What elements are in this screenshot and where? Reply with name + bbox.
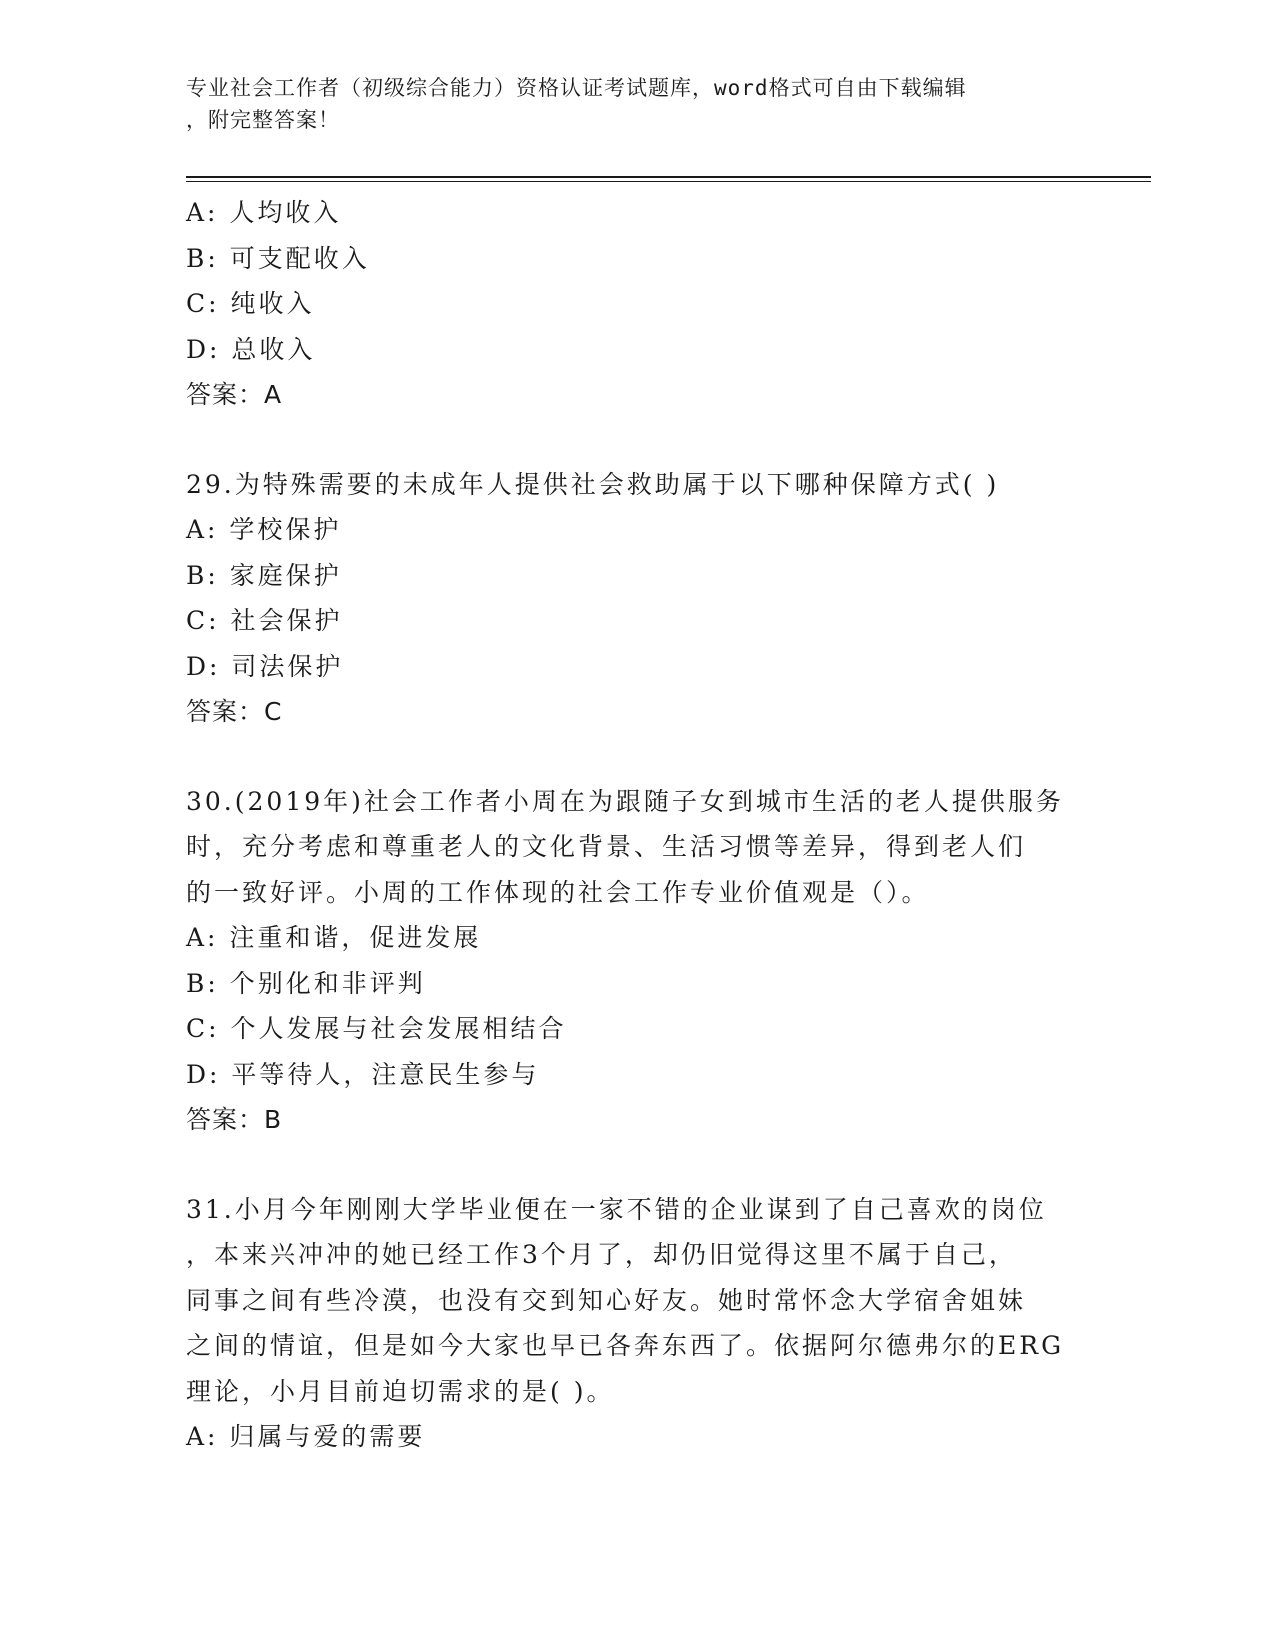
document-header [186,72,1066,136]
option-a: A: 学校保护 [186,515,342,544]
option-c: C: 社会保护 [186,606,343,635]
question-text-line-1: 31.小月今年刚刚大学毕业便在一家不错的企业谋到了自己喜欢的岗位 [186,1194,1047,1224]
question-text-line-4: 之间的情谊，但是如今大家也早已各奔东西了。依据阿尔德弗尔的ERG [186,1331,1065,1360]
question-30 [186,779,1106,1143]
answer-line: 答案：A [186,380,283,409]
question-text: 29.为特殊需要的未成年人提供社会救助属于以下哪种保障方式( ) [186,469,1000,499]
answer-line: 答案：B [186,1105,283,1134]
question-text-line-3: 的一致好评。小周的工作体现的社会工作专业价值观是（）。 [186,877,930,907]
question-31 [186,1187,1106,1460]
option-b: B: 家庭保护 [186,560,342,590]
question-text-line-3: 同事之间有些冷漠，也没有交到知心好友。她时常怀念大学宿舍姐妹 [186,1285,1027,1315]
option-a: A: 人均收入 [186,198,342,227]
question-text-line-5: 理论，小月目前迫切需求的是( )。 [186,1376,615,1406]
option-b: B: 可支配收入 [186,243,370,273]
option-c: C: 纯收入 [186,289,315,318]
header-divider [186,176,1151,182]
question-28 [186,190,1106,418]
option-c: C: 个人发展与社会发展相结合 [186,1014,567,1043]
option-d: D: 总收入 [186,334,316,364]
option-a: A: 注重和谐，促进发展 [186,923,482,952]
question-text-line-2: ，本来兴冲冲的她已经工作3个月了，却仍旧觉得这里不属于自己， [186,1240,1017,1269]
header-title-line-1: 专业社会工作者（初级综合能力）资格认证考试题库，word格式可自由下载编辑 [186,76,967,100]
question-text-line-1: 30.(2019年)社会工作者小周在为跟随子女到城市生活的老人提供服务 [186,786,1064,816]
option-b: B: 个别化和非评判 [186,968,426,998]
option-a: A: 归属与爱的需要 [186,1422,426,1451]
option-d: D: 平等待人，注意民生参与 [186,1059,540,1089]
option-d: D: 司法保护 [186,651,344,681]
header-title-line-2: ，附完整答案！ [186,108,340,132]
answer-line: 答案：C [186,697,283,726]
question-list [186,190,1106,1460]
question-text-line-2: 时，充分考虑和尊重老人的文化背景、生活习惯等差异，得到老人们 [186,832,1027,861]
question-29 [186,462,1106,735]
